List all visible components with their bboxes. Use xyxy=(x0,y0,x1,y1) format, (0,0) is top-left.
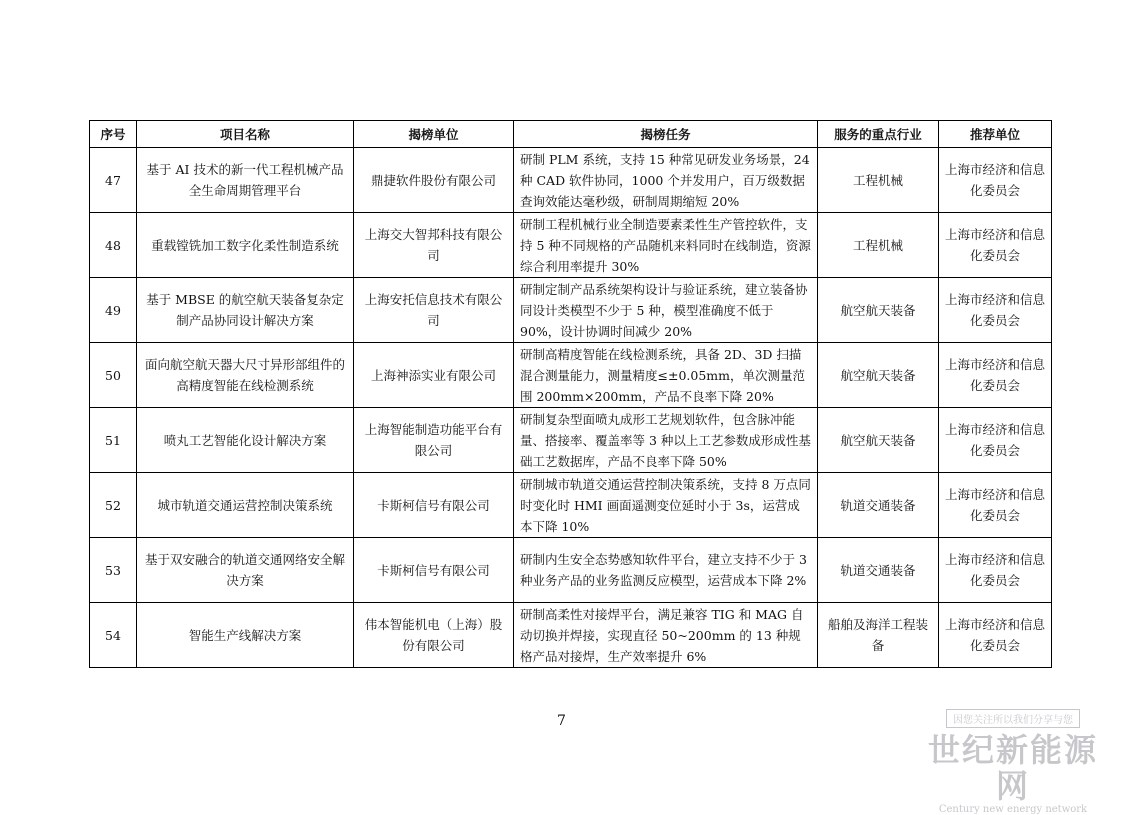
cell-industry: 轨道交通装备 xyxy=(818,473,939,538)
cell-unit: 上海神添实业有限公司 xyxy=(354,343,514,408)
cell-task: 研制城市轨道交通运营控制决策系统，支持 8 万点同时变化时 HMI 画面遥测变位延时小于 3s，运营成本下降 10% xyxy=(514,473,818,538)
cell-no: 48 xyxy=(90,213,137,278)
cell-recommender: 上海市经济和信息化委员会 xyxy=(939,473,1052,538)
table-header-row xyxy=(90,121,1052,148)
table-row xyxy=(90,343,1052,408)
cell-no: 52 xyxy=(90,473,137,538)
cell-project-name: 面向航空航天器大尺寸异形部组件的高精度智能在线检测系统 xyxy=(137,343,354,408)
cell-task: 研制高精度智能在线检测系统，具备 2D、3D 扫描混合测量能力，测量精度≤±0.05mm，单次测量范围 200mm×200mm，产品不良率下降 20% xyxy=(514,343,818,408)
table-row xyxy=(90,538,1052,603)
cell-task: 研制内生安全态势感知软件平台，建立支持不少于 3 种业务产品的业务监测反应模型，运营成本下降 2% xyxy=(514,538,818,603)
page-number: 7 xyxy=(557,713,566,729)
table-row xyxy=(90,473,1052,538)
cell-industry: 轨道交通装备 xyxy=(818,538,939,603)
table-row xyxy=(90,408,1052,473)
table-row xyxy=(90,603,1052,668)
cell-project-name: 基于双安融合的轨道交通网络安全解决方案 xyxy=(137,538,354,603)
cell-no: 47 xyxy=(90,148,137,213)
cell-industry: 工程机械 xyxy=(818,148,939,213)
cell-unit: 鼎捷软件股份有限公司 xyxy=(354,148,514,213)
cell-project-name: 城市轨道交通运营控制决策系统 xyxy=(137,473,354,538)
cell-industry: 工程机械 xyxy=(818,213,939,278)
cell-task: 研制高柔性对接焊平台，满足兼容 TIG 和 MAG 自动切换并焊接，实现直径 50~200mm 的 13 种规格产品对接焊，生产效率提升 6% xyxy=(514,603,818,668)
header-industry: 服务的重点行业 xyxy=(818,121,939,148)
header-unit: 揭榜单位 xyxy=(354,121,514,148)
cell-unit: 卡斯柯信号有限公司 xyxy=(354,473,514,538)
header-project-name: 项目名称 xyxy=(137,121,354,148)
cell-recommender: 上海市经济和信息化委员会 xyxy=(939,603,1052,668)
cell-recommender: 上海市经济和信息化委员会 xyxy=(939,278,1052,343)
cell-unit: 上海智能制造功能平台有限公司 xyxy=(354,408,514,473)
cell-industry: 航空航天装备 xyxy=(818,408,939,473)
table-row xyxy=(90,148,1052,213)
watermark-name: 世纪新能源网 xyxy=(927,731,1098,805)
cell-project-name: 基于 AI 技术的新一代工程机械产品全生命周期管理平台 xyxy=(137,148,354,213)
cell-project-name: 基于 MBSE 的航空航天装备复杂定制产品协同设计解决方案 xyxy=(137,278,354,343)
cell-no: 54 xyxy=(90,603,137,668)
header-no: 序号 xyxy=(90,121,137,148)
cell-project-name: 重载镗铣加工数字化柔性制造系统 xyxy=(137,213,354,278)
cell-industry: 船舶及海洋工程装备 xyxy=(818,603,939,668)
cell-project-name: 喷丸工艺智能化设计解决方案 xyxy=(137,408,354,473)
cell-task: 研制定制产品系统架构设计与验证系统，建立装备协同设计类模型不少于 5 种，模型准确度不低于 90%，设计协调时间减少 20% xyxy=(514,278,818,343)
header-task: 揭榜任务 xyxy=(514,121,818,148)
cell-no: 51 xyxy=(90,408,137,473)
header-recommender: 推荐单位 xyxy=(939,121,1052,148)
cell-task: 研制复杂型面喷丸成形工艺规划软件，包含脉冲能量、搭接率、覆盖率等 3 种以上工艺参数成形成性基础工艺数据库，产品不良率下降 50% xyxy=(514,408,818,473)
cell-no: 49 xyxy=(90,278,137,343)
cell-unit: 上海安托信息技术有限公司 xyxy=(354,278,514,343)
project-table xyxy=(89,120,1052,668)
watermark-english: Century new energy network xyxy=(938,804,1088,815)
table-row xyxy=(90,213,1052,278)
table-row xyxy=(90,278,1052,343)
cell-industry: 航空航天装备 xyxy=(818,278,939,343)
watermark-tagline: 因您关注所以我们分享与您 xyxy=(946,709,1080,728)
cell-recommender: 上海市经济和信息化委员会 xyxy=(939,213,1052,278)
cell-recommender: 上海市经济和信息化委员会 xyxy=(939,148,1052,213)
cell-recommender: 上海市经济和信息化委员会 xyxy=(939,408,1052,473)
watermark xyxy=(913,708,1113,815)
cell-recommender: 上海市经济和信息化委员会 xyxy=(939,538,1052,603)
cell-task: 研制工程机械行业全制造要素柔性生产管控软件，支持 5 种不同规格的产品随机来料同时在线制造，资源综合利用率提升 30% xyxy=(514,213,818,278)
cell-recommender: 上海市经济和信息化委员会 xyxy=(939,343,1052,408)
cell-project-name: 智能生产线解决方案 xyxy=(137,603,354,668)
cell-unit: 伟本智能机电（上海）股份有限公司 xyxy=(354,603,514,668)
cell-industry: 航空航天装备 xyxy=(818,343,939,408)
cell-unit: 上海交大智邦科技有限公司 xyxy=(354,213,514,278)
cell-unit: 卡斯柯信号有限公司 xyxy=(354,538,514,603)
cell-task: 研制 PLM 系统，支持 15 种常见研发业务场景，24 种 CAD 软件协同，1000 个并发用户，百万级数据查询效能达毫秒级，研制周期缩短 20% xyxy=(514,148,818,213)
cell-no: 50 xyxy=(90,343,137,408)
cell-no: 53 xyxy=(90,538,137,603)
